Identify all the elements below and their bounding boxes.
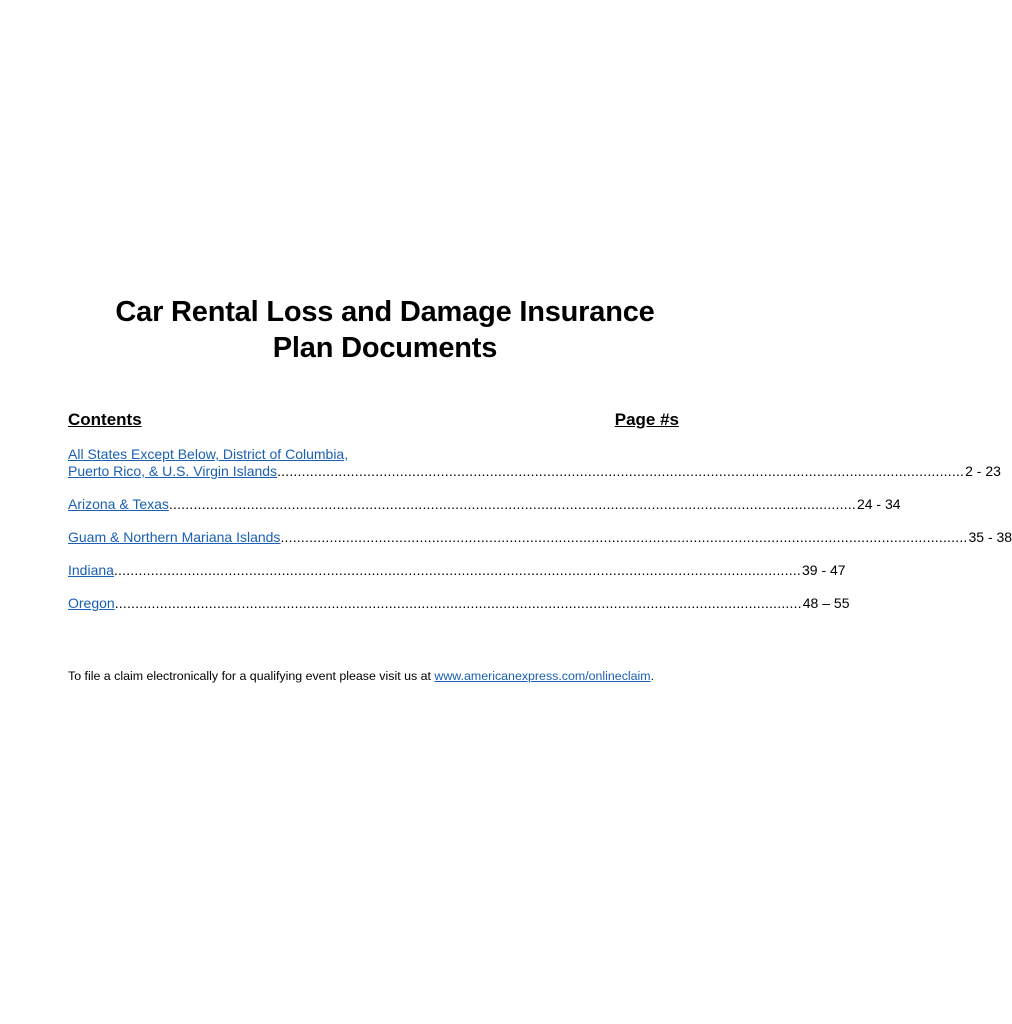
- toc-entry-all-states: [68, 446, 1001, 480]
- claim-suffix: .: [650, 669, 655, 683]
- dot-leader: ........................................................................................................................................................................: [168, 496, 856, 512]
- toc-pages-all-states: 2 - 23: [965, 463, 1001, 479]
- toc-link-all-states-line-1[interactable]: All States Except Below, District of Columbia,: [68, 446, 349, 462]
- toc-pages-arizona-texas: 24 - 34: [856, 496, 901, 512]
- toc-entry-oregon: [68, 595, 850, 612]
- toc-entry-arizona-texas: [68, 496, 901, 513]
- toc-entry-indiana: [68, 562, 846, 579]
- toc-pages-guam: 35 - 38: [968, 529, 1012, 545]
- claim-instructions: [68, 668, 654, 684]
- toc-link-arizona-texas[interactable]: Arizona & Texas: [68, 496, 169, 512]
- toc-pages-heading: Page #s: [614, 410, 679, 429]
- toc-entry-guam: [68, 529, 1012, 546]
- toc-link-indiana[interactable]: Indiana: [68, 562, 114, 578]
- online-claim-link[interactable]: www.americanexpress.com/onlineclaim: [434, 669, 651, 683]
- claim-text: To file a claim electronically for a qualifying event please visit us at: [68, 669, 435, 683]
- title-line-2: Plan Documents: [272, 332, 498, 364]
- toc-link-oregon[interactable]: Oregon: [68, 595, 115, 611]
- dot-leader: ........................................................................................................................................................................: [114, 595, 802, 611]
- toc-contents-heading: Contents: [68, 410, 142, 429]
- toc-pages-indiana: 39 - 47: [802, 562, 846, 578]
- dot-leader: ........................................................................................................................................................................: [277, 463, 965, 479]
- toc-link-all-states-line-2[interactable]: Puerto Rico, & U.S. Virgin Islands: [68, 463, 278, 479]
- toc-link-guam[interactable]: Guam & Northern Mariana Islands: [68, 529, 281, 545]
- document-title: [0, 294, 770, 366]
- table-of-contents: [68, 446, 1012, 612]
- dot-leader: ........................................................................................................................................................................: [280, 529, 968, 545]
- title-line-1: Car Rental Loss and Damage Insurance: [115, 296, 655, 328]
- toc-pages-oregon: 48 – 55: [802, 595, 850, 611]
- dot-leader: ........................................................................................................................................................................: [113, 562, 801, 578]
